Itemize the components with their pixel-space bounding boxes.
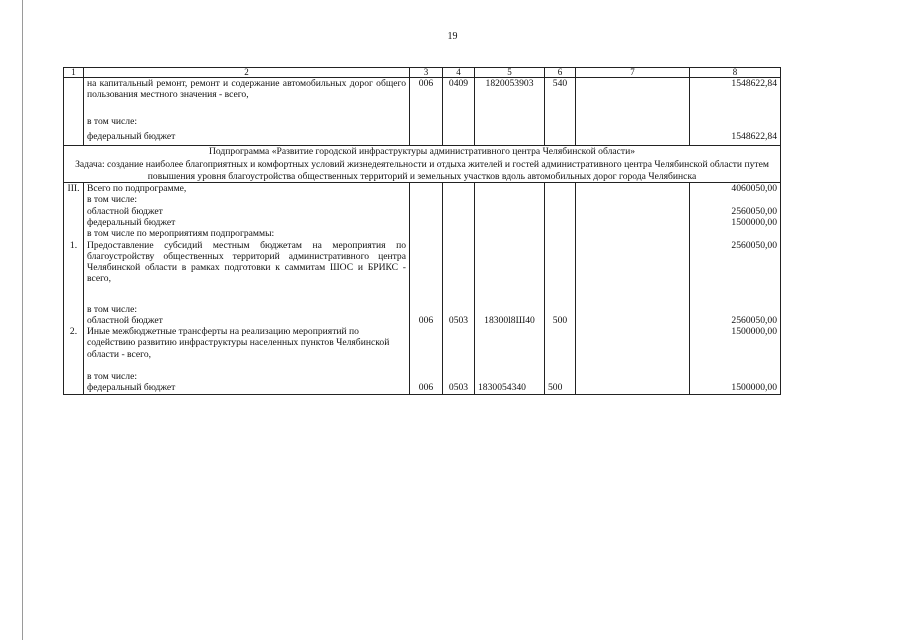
header-col-1: 1 [64, 68, 84, 78]
cell-amount: 1548622,84 [690, 131, 781, 146]
cell-amount: 1500000,00 [690, 217, 781, 228]
row-description: федеральный бюджет [84, 217, 410, 228]
header-col-8: 8 [690, 68, 781, 78]
row-number: 1. [64, 240, 84, 304]
cell-code-3: 006 [410, 78, 443, 117]
row-number: III. [64, 182, 84, 194]
table-row [64, 182, 781, 194]
cell-code-6: 500 [545, 315, 576, 326]
row-description: в том числе: [84, 371, 410, 382]
cell-code-6: 500 [545, 382, 576, 394]
table-row [64, 382, 781, 394]
table-row [64, 326, 781, 371]
row-description: в том числе по мероприятиям подпрограммы: [84, 228, 410, 239]
table-row [64, 116, 781, 131]
cell-code-5: 18300l8Ш40 [475, 315, 545, 326]
row-description: в том числе: [84, 194, 410, 205]
header-col-4: 4 [443, 68, 475, 78]
subprogram-title: Подпрограмма «Развитие городской инфраструктуры административного центра Челябинской области» [208, 146, 636, 157]
table-row [64, 217, 781, 228]
page-number: 19 [447, 31, 458, 42]
header-col-6: 6 [545, 68, 576, 78]
row-description: федеральный бюджет [84, 382, 410, 394]
cell-code-6: 540 [545, 78, 576, 117]
row-description: на капитальный ремонт, ремонт и содержание автомобильных дорог общего пользования местного значения - всего, [84, 78, 410, 117]
row-description: в том числе: [84, 304, 410, 315]
table-row [64, 228, 781, 239]
budget-table [63, 67, 781, 395]
header-col-5: 5 [475, 68, 545, 78]
row-description: Предоставление субсидий местным бюджетам на мероприятия по благоустройству общественных территорий административного центра Челябинской области в рамках подготовки к саммитам ШОС и БРИКС - всего, [84, 240, 410, 304]
table-row [64, 78, 781, 117]
cell-amount: 2560050,00 [690, 206, 781, 217]
table-row [64, 304, 781, 315]
table-row [64, 371, 781, 382]
cell-amount: 4060050,00 [690, 182, 781, 194]
header-col-3: 3 [410, 68, 443, 78]
column-number-header-row [64, 68, 781, 78]
cell-amount: 2560050,00 [690, 315, 781, 326]
table-row [64, 206, 781, 217]
header-col-2: 2 [84, 68, 410, 78]
table-row [64, 315, 781, 326]
row-number: 2. [64, 326, 84, 371]
cell-code-3: 006 [410, 315, 443, 326]
table-row [64, 240, 781, 304]
subprogram-section-row [64, 146, 781, 183]
cell-amount: 2560050,00 [690, 240, 781, 304]
row-description: областной бюджет [84, 206, 410, 217]
row-description: федеральный бюджет [84, 131, 410, 146]
cell-code-4: 0409 [443, 78, 475, 117]
header-col-7: 7 [576, 68, 690, 78]
cell-amount: 1500000,00 [690, 326, 781, 371]
row-description: Иные межбюджетные трансферты на реализацию мероприятий по содействию развитию инфраструктуры населенных пунктов Челябинской области - всего, [84, 326, 410, 371]
row-description: областной бюджет [84, 315, 410, 326]
cell-code-3: 006 [410, 382, 443, 394]
table-row [64, 131, 781, 146]
binding-edge-line [22, 0, 23, 640]
cell-code-4: 0503 [443, 382, 475, 394]
table-row [64, 194, 781, 205]
row-description: в том числе: [84, 116, 410, 131]
cell-code-4: 0503 [443, 315, 475, 326]
cell-code-5: 1820053903 [475, 78, 545, 117]
cell-amount: 1500000,00 [690, 382, 781, 394]
cell-code-5: 1830054340 [475, 382, 545, 394]
row-description: Всего по подпрограмме, [84, 182, 410, 194]
cell-amount: 1548622,84 [690, 78, 781, 117]
subprogram-task: Задача: создание наиболее благоприятных и комфортных условий жизнедеятельности и отдыха жителей и гостей административного центра Челябинской области путем повышения уровня благоустройства общественных территорий и земельных участков вдоль автомобильных дорог города Челябинска [75, 159, 769, 182]
